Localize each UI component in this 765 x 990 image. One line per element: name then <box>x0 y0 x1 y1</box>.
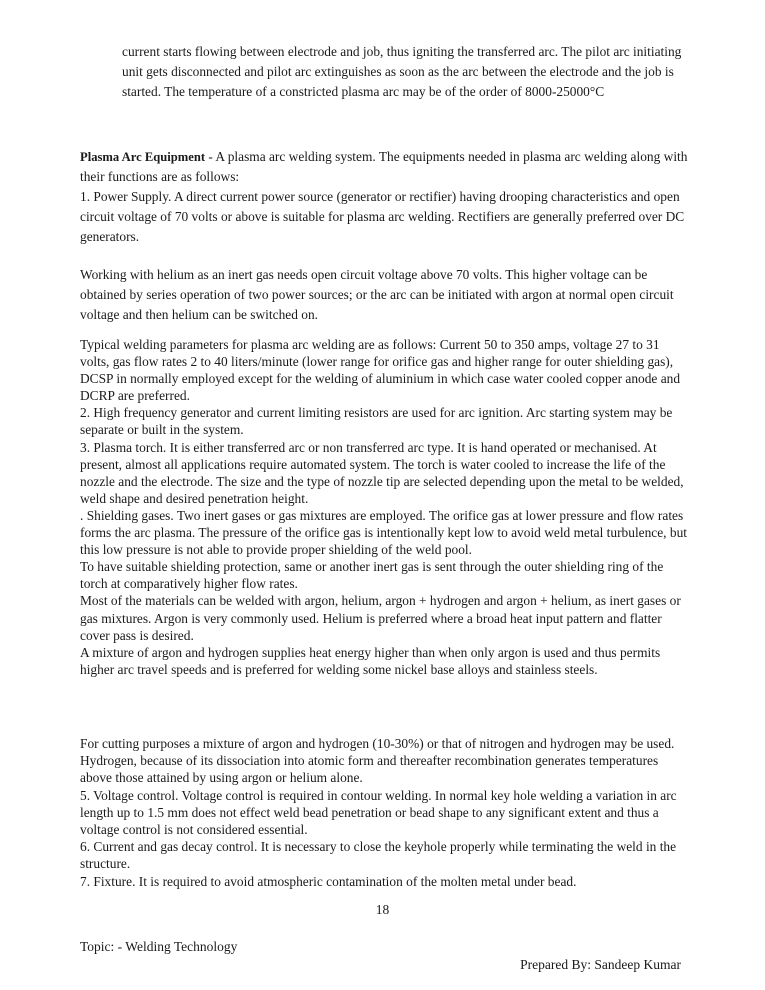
power-supply-paragraph: 1. Power Supply. A direct current power source (generator or rectifier) having drooping characteristics and open circuit voltage of 70 volts or above is suitable for plasma arc welding. Rectifiers are generally preferred over DC generators. <box>80 189 685 244</box>
cutting-section <box>80 735 690 890</box>
footer-author: Prepared By: Sandeep Kumar <box>520 957 681 972</box>
intro-paragraph: current starts flowing between electrode and job, thus igniting the transferred arc. The pilot arc initiating unit gets disconnected and pilot arc extinguishes as soon as the arc between the electrode and the job is started. The temperature of a constricted plasma arc may be of the order of 8000-25000°C <box>122 44 682 99</box>
equipment-section <box>80 147 690 247</box>
fixture-paragraph: 7. Fixture. It is required to avoid atmospheric contamination of the molten metal under bead. <box>80 873 577 889</box>
decay-control-paragraph: 6. Current and gas decay control. It is necessary to close the keyhole properly while terminating the weld in the structure. <box>80 839 677 872</box>
params-paragraph: Typical welding parameters for plasma arc welding are as follows: Current 50 to 350 amps, voltage 27 to 31 volts, gas flow rates 2 to 40 liters/minute (lower range for orifice gas and higher range for outer shielding gas), DCSP in normally employed except for the welding of aluminium in which case water cooled copper anode and DCRP are preferred. <box>80 337 681 404</box>
page-number: 18 <box>375 902 390 917</box>
parameters-section <box>80 336 690 678</box>
plasma-torch-paragraph: 3. Plasma torch. It is either transferred arc or non transferred arc type. It is hand operated or mechanised. At present, almost all applications require automated system. The torch is water cooled to increase the life of the nozzle and the electrode. The size and the type of nozzle tip are selected depending upon the metal to be welded, weld shape and desired penetration height. <box>80 439 684 506</box>
shielding-gases-paragraph: . Shielding gases. Two inert gases or gas mixtures are employed. The orifice gas at lower pressure and flow rates forms the arc plasma. The pressure of the orifice gas is intentionally kept low to avoid weld metal turbulence, but this low pressure is not able to provide proper shielding of the weld pool. <box>80 507 687 558</box>
shielding-protection-paragraph: To have suitable shielding protection, same or another inert gas is sent through the outer shielding ring of the torch at comparatively higher flow rates. <box>80 559 664 592</box>
footer-topic: Topic: - Welding Technology <box>80 939 238 954</box>
materials-paragraph: Most of the materials can be welded with argon, helium, argon + hydrogen and argon + helium, as inert gases or gas mixtures. Argon is very commonly used. Helium is preferred where a broad heat input pattern and flatter cover pass is desired. <box>80 593 681 643</box>
argon-hydrogen-paragraph: A mixture of argon and hydrogen supplies heat energy higher than when only argon is used and thus permits higher arc travel speeds and is preferred for welding some nickel base alloys and stainless steels. <box>80 644 661 677</box>
hf-generator-paragraph: 2. High frequency generator and current limiting resistors are used for arc ignition. Arc starting system may be separate or built in the system. <box>80 405 673 438</box>
equipment-intro <box>80 147 690 187</box>
cutting-paragraph: For cutting purposes a mixture of argon and hydrogen (10-30%) or that of nitrogen and hydrogen may be used. Hydrogen, because of its dissociation into atomic form and thereafter recombination generates temperatures above those attained by using argon or helium alone. <box>80 736 675 786</box>
equipment-heading: Plasma Arc Equipment <box>80 150 206 164</box>
helium-paragraph: Working with helium as an inert gas needs open circuit voltage above 70 volts. This higher voltage can be obtained by series operation of two power sources; or the arc can be initiated with argon at normal open circuit voltage and then helium can be switched on. <box>80 267 674 322</box>
equipment-intro-text: - A plasma arc welding system. The equipments needed in plasma arc welding along with their functions are as follows: <box>80 149 688 184</box>
voltage-control-paragraph: 5. Voltage control. Voltage control is required in contour welding. In normal key hole welding a variation in arc length up to 1.5 mm does not effect weld bead penetration or bead shape to any significant extent and thus a voltage control is not considered essential. <box>80 787 677 838</box>
